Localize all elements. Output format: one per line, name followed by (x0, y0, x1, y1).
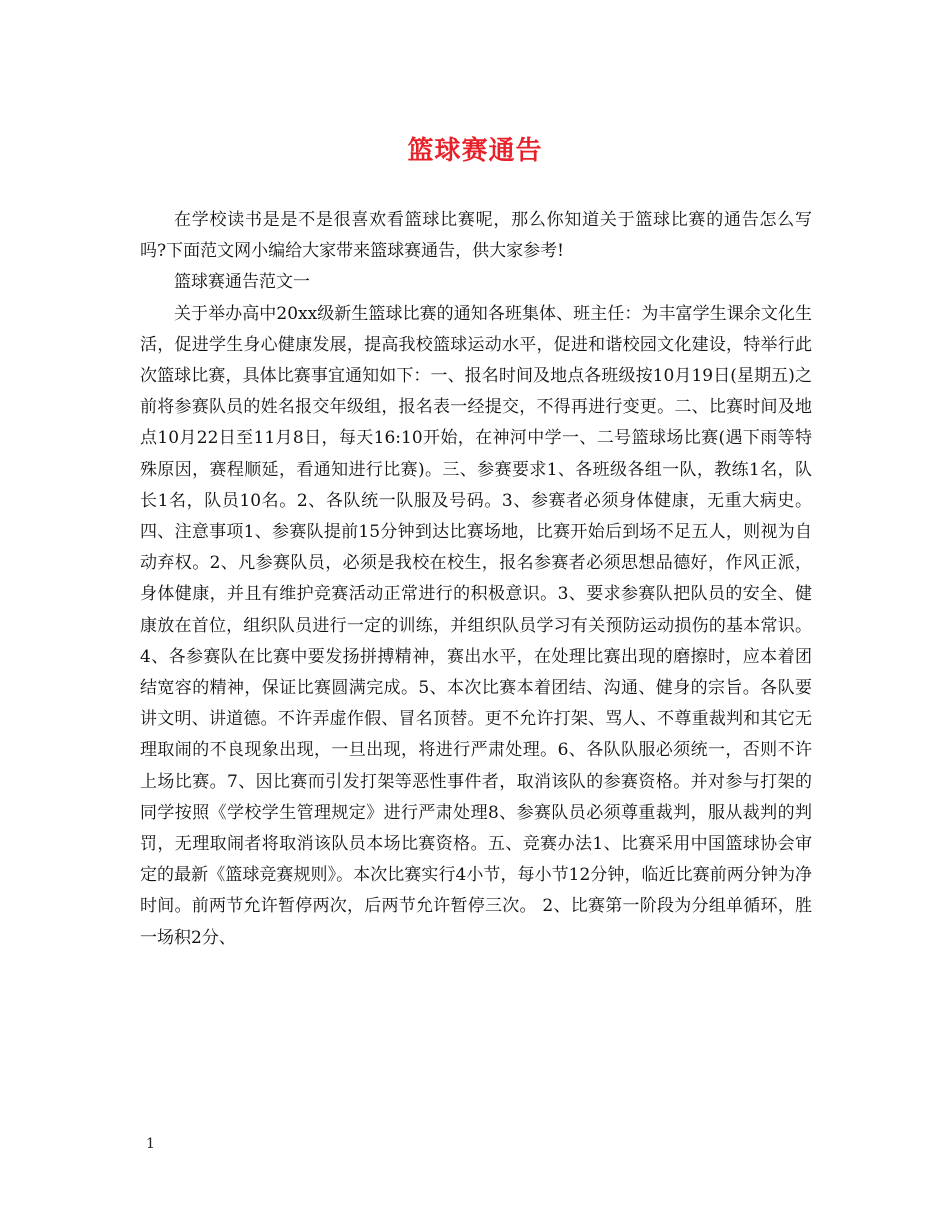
notice-paragraph: 关于举办高中20xx级新生篮球比赛的通知各班集体、班主任：为丰富学生课余文化生活，促进学生身心健康发展，提高我校篮球运动水平，促进和谐校园文化建设，特举行此次篮球比赛，具体比赛事宜通知如下：一、报名时间及地点各班级按10月19日(星期五)之前将参赛队员的姓名报交年级组，报名表一经提交，不得再进行变更。二、比赛时间及地点10月22日至11月8日，每天16:10开始，在神河中学一、二号篮球场比赛(遇下雨等特殊原因，赛程顺延，看通知进行比赛)。三、参赛要求1、各班级各组一队，教练1名，队长1名，队员10名。2、各队统一队服及号码。3、参赛者必须身体健康，无重大病史。四、注意事项1、参赛队提前15分钟到达比赛场地，比赛开始后到场不足五人，则视为自动弃权。2、凡参赛队员，必须是我校在校生，报名参赛者必须思想品德好，作风正派，身体健康，并且有维护竞赛活动正常进行的积极意识。3、要求参赛队把队员的安全、健康放在首位，组织队员进行一定的训练，并组织队员学习有关预防运动损伤的基本常识。4、各参赛队在比赛中要发扬拼搏精神，赛出水平，在处理比赛出现的磨擦时，应本着团结宽容的精神，保证比赛圆满完成。5、本次比赛本着团结、沟通、健身的宗旨。各队要讲文明、讲道德。不许弄虚作假、冒名顶替。更不允许打架、骂人、不尊重裁判和其它无理取闹的不良现象出现，一旦出现，将进行严肃处理。6、各队队服必须统一，否则不许上场比赛。7、因比赛而引发打架等恶性事件者，取消该队的参赛资格。并对参与打架的同学按照《学校学生管理规定》进行严肃处理8、参赛队员必须尊重裁判，服从裁判的判罚，无理取闹者将取消该队员本场比赛资格。五、竞赛办法1、比赛采用中国篮球协会审定的最新《篮球竞赛规则》。本次比赛实行4小节，每小节12分钟，临近比赛前两分钟为净时间。前两节允许暂停两次，后两节允许暂停三次。 2、比赛第一阶段为分组单循环，胜一场积2分、 (140, 303, 812, 948)
document-body (140, 205, 812, 954)
page-title: 篮球赛通告 (407, 136, 543, 166)
section-heading: 篮球赛通告范文一 (174, 272, 310, 293)
intro-paragraph: 在学校读书是是不是很喜欢看篮球比赛呢，那么你知道关于篮球比赛的通告怎么写吗?下面范文网小编给大家带来篮球赛通告，供大家参考! (140, 210, 812, 262)
page-number: 1 (146, 1136, 155, 1152)
